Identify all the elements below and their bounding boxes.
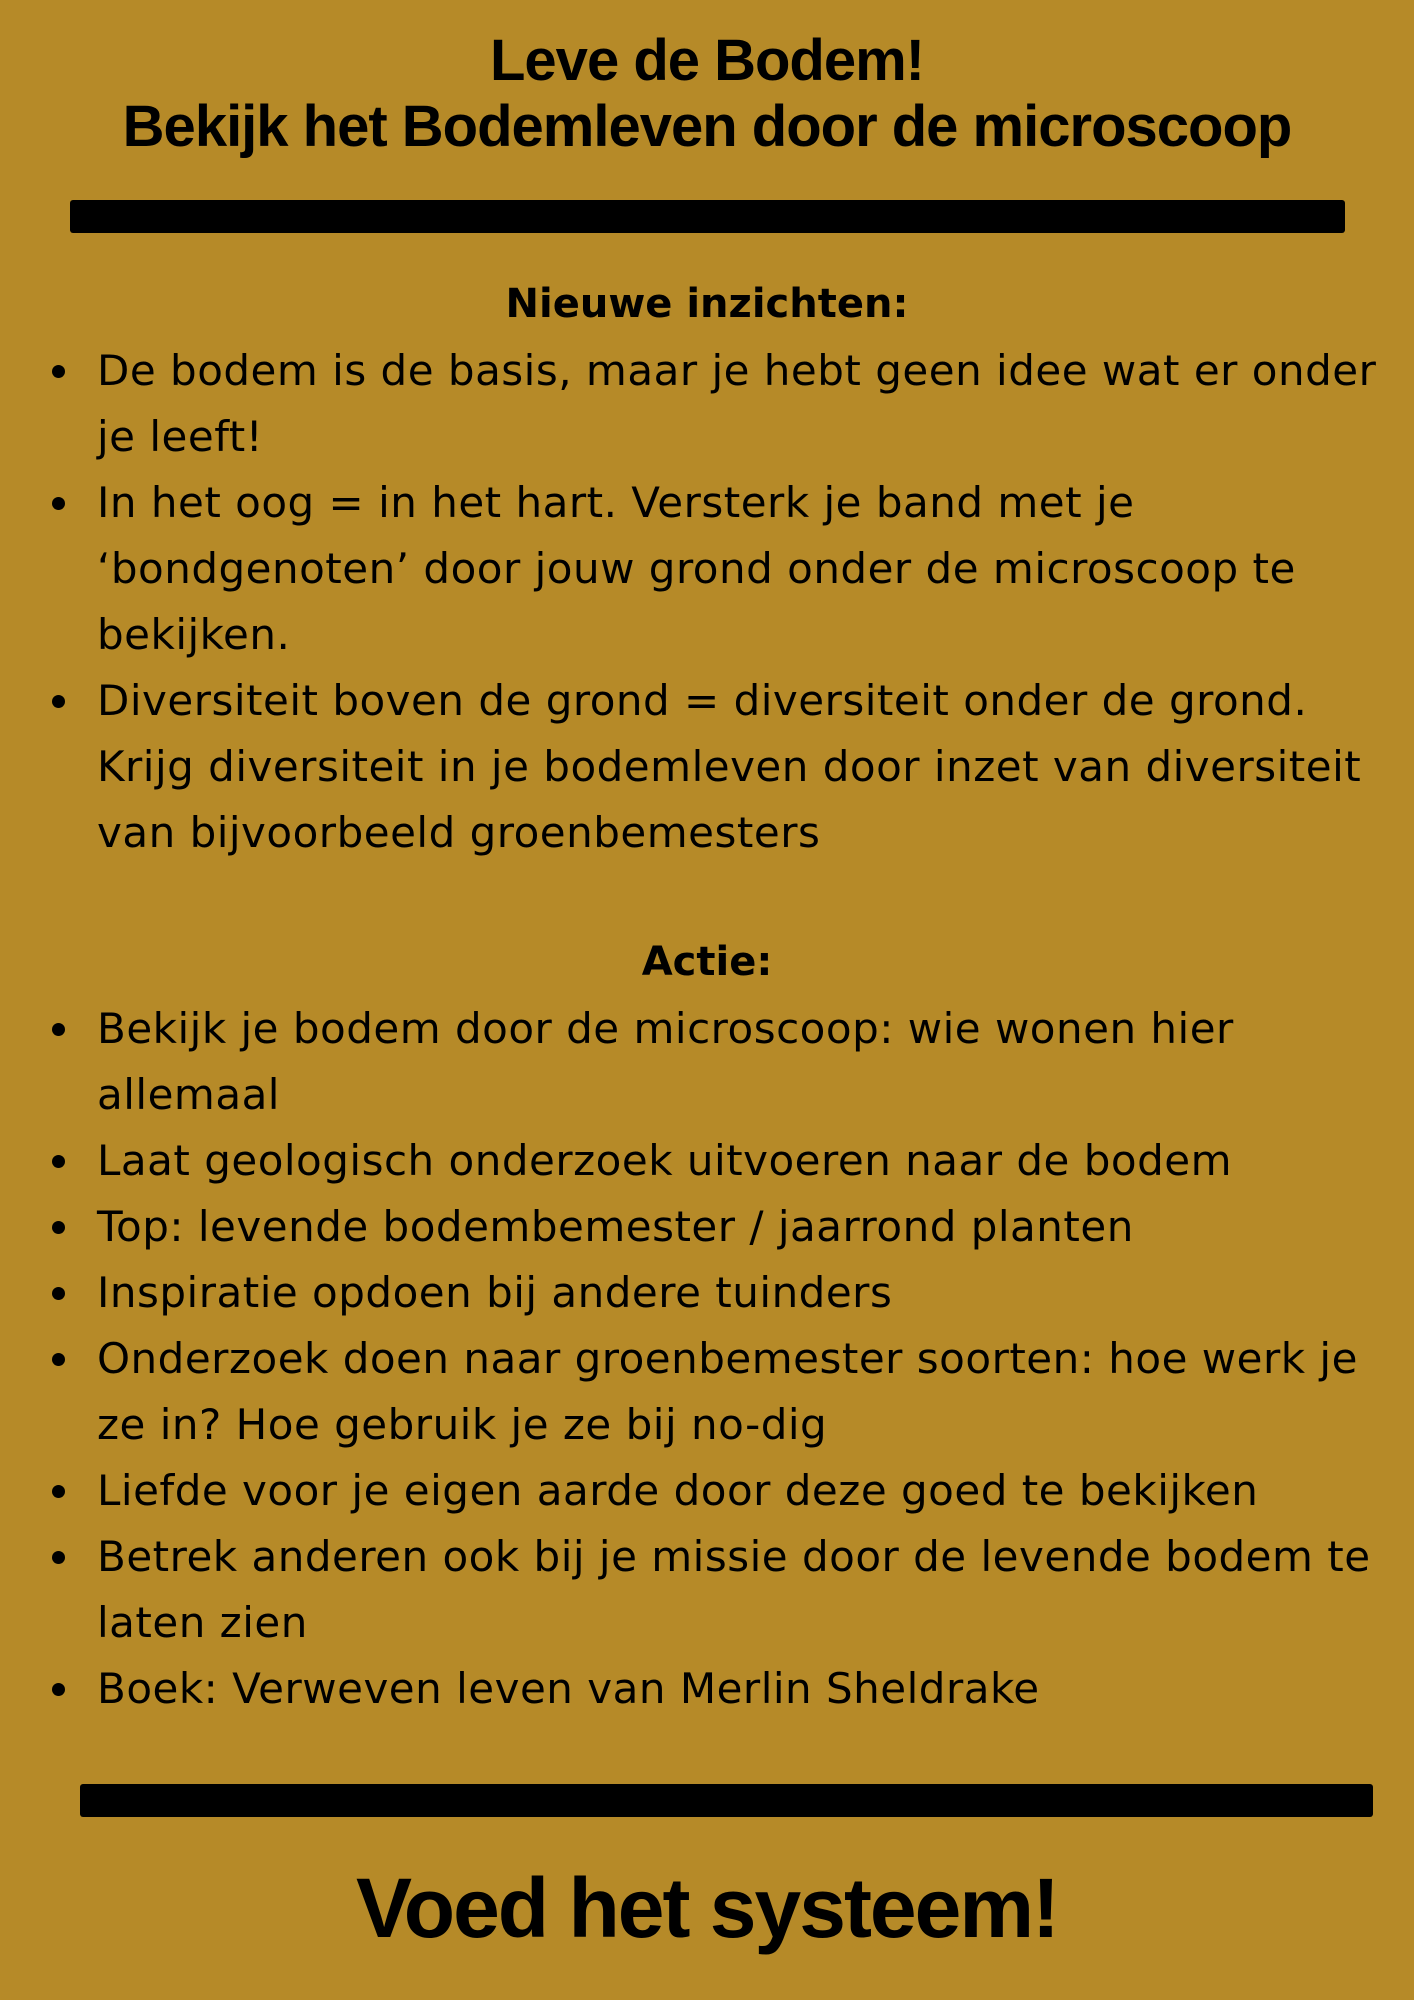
bullet-icon <box>52 1287 65 1300</box>
list-item-text: Betrek anderen ook bij je missie door de levende bodem te laten zien <box>97 1532 1371 1647</box>
action-list <box>0 996 1414 1722</box>
list-item-text: Top: levende bodembemester / jaarrond planten <box>97 1202 1134 1251</box>
bullet-icon <box>52 1023 65 1036</box>
bullet-icon <box>52 1683 65 1696</box>
insights-heading: Nieuwe inzichten: <box>505 281 909 327</box>
list-item-text: In het oog = in het hart. Versterk je band met je ‘bondgenoten’ door jouw grond onder de microscoop te bekijken. <box>97 478 1296 659</box>
list-item <box>0 470 1414 668</box>
bullet-icon <box>52 1551 65 1564</box>
list-item <box>0 1524 1414 1656</box>
top-divider-bar <box>70 200 1345 233</box>
list-item-text: Liefde voor je eigen aarde door deze goed te bekijken <box>97 1466 1259 1515</box>
page-title-line-1: Leve de Bodem! <box>490 28 924 93</box>
page-title-line-2: Bekijk het Bodemleven door de microscoop <box>122 94 1292 159</box>
list-item <box>0 1656 1414 1722</box>
bullet-icon <box>52 365 65 378</box>
bullet-icon <box>52 695 65 708</box>
list-item-text: De bodem is de basis, maar je hebt geen idee wat er onder je leeft! <box>97 346 1377 461</box>
bullet-icon <box>52 1485 65 1498</box>
footer-slogan: Voed het systeem! <box>355 1861 1059 1955</box>
bullet-icon <box>52 497 65 510</box>
list-item-text: Diversiteit boven de grond = diversiteit onder de grond. Krijg diversiteit in je bodemleven door inzet van diversiteit van bijvoorbeeld groenbemesters <box>97 676 1362 857</box>
list-item-text: Inspiratie opdoen bij andere tuinders <box>97 1268 893 1317</box>
bottom-divider-bar <box>80 1784 1373 1817</box>
list-item <box>0 338 1414 470</box>
list-item <box>0 1128 1414 1194</box>
list-item-text: Bekijk je bodem door de microscoop: wie wonen hier allemaal <box>97 1004 1234 1119</box>
list-item-text: Boek: Verweven leven van Merlin Sheldrake <box>97 1664 1040 1713</box>
bullet-icon <box>52 1353 65 1366</box>
action-heading: Actie: <box>641 939 773 985</box>
list-item <box>0 668 1414 866</box>
insights-list <box>0 338 1414 866</box>
bullet-icon <box>52 1155 65 1168</box>
list-item <box>0 1194 1414 1260</box>
bullet-icon <box>52 1221 65 1234</box>
list-item <box>0 1326 1414 1458</box>
list-item-text: Laat geologisch onderzoek uitvoeren naar de bodem <box>97 1136 1232 1185</box>
list-item <box>0 1260 1414 1326</box>
list-item <box>0 1458 1414 1524</box>
list-item-text: Onderzoek doen naar groenbemester soorten: hoe werk je ze in? Hoe gebruik je ze bij no-dig <box>97 1334 1358 1449</box>
list-item <box>0 996 1414 1128</box>
